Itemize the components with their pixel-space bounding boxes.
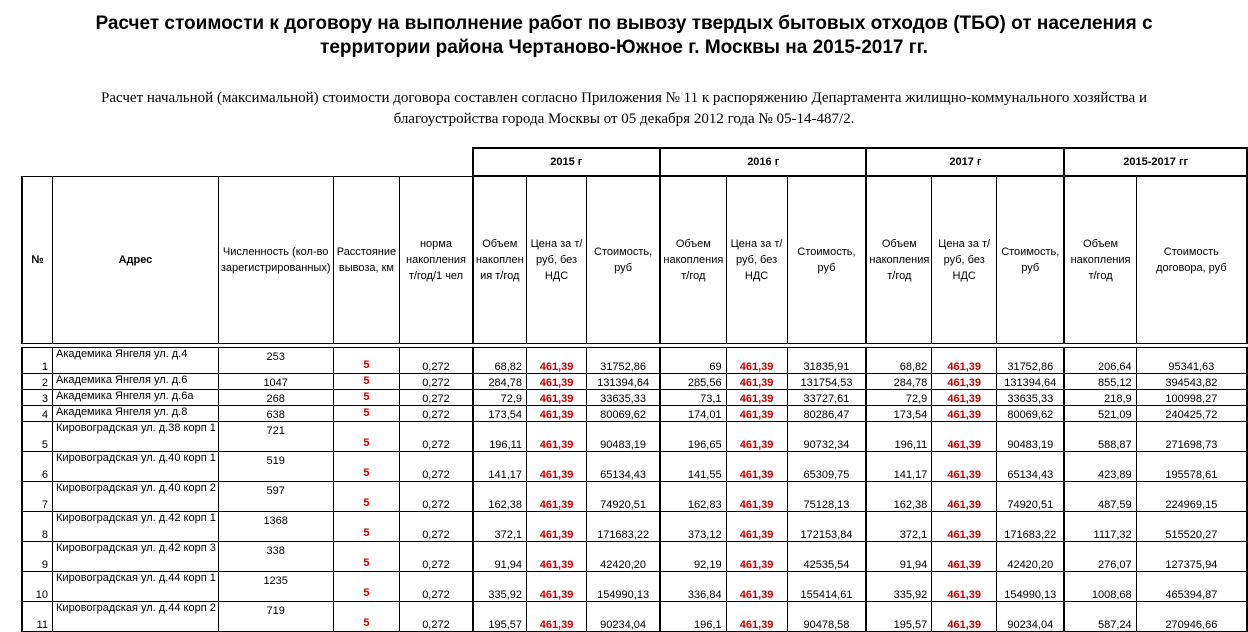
row-price-2017: 461,39 (932, 374, 997, 390)
row-distance: 5 (333, 348, 400, 374)
row-address: Кировоградская ул. д.38 корп 1 (53, 422, 219, 452)
row-number: 7 (22, 482, 53, 512)
table-row (22, 572, 1247, 602)
row-price-2016: 461,39 (726, 452, 787, 482)
col-header-volume-2015: Объем накоплен ия т/год (473, 176, 527, 344)
row-volume-2017: 91,94 (866, 542, 931, 572)
row-cost-2015: 74920,51 (587, 482, 661, 512)
row-cost-2015: 90483,19 (587, 422, 661, 452)
row-volume-2017: 335,92 (866, 572, 931, 602)
row-cost-2016: 31835,91 (787, 348, 866, 374)
row-population: 253 (218, 348, 333, 374)
row-volume-2015: 335,92 (473, 572, 527, 602)
col-header-address: Адрес (53, 176, 219, 344)
row-cost-2017: 90234,04 (997, 602, 1065, 632)
row-cost-2016: 155414,61 (787, 572, 866, 602)
row-price-2015: 461,39 (527, 452, 587, 482)
row-population: 1047 (218, 374, 333, 390)
row-cost-2017: 90483,19 (997, 422, 1065, 452)
row-distance: 5 (333, 452, 400, 482)
row-number: 4 (22, 406, 53, 422)
document-subtitle (0, 88, 1248, 130)
row-price-2015: 461,39 (527, 390, 587, 406)
row-volume-2017: 173,54 (866, 406, 931, 422)
row-population: 721 (218, 422, 333, 452)
row-volume-2016: 162,83 (660, 482, 726, 512)
row-price-2017: 461,39 (932, 542, 997, 572)
row-cost-2015: 80069,62 (587, 406, 661, 422)
row-cost-2015: 42420,20 (587, 542, 661, 572)
row-number: 3 (22, 390, 53, 406)
row-volume-2016: 174,01 (660, 406, 726, 422)
col-header-price-2015: Цена за т/руб, без НДС (527, 176, 587, 344)
row-price-2016: 461,39 (726, 374, 787, 390)
table-row (22, 390, 1247, 406)
row-address: Академика Янгеля ул. д.4 (53, 348, 219, 374)
row-volume-2016: 196,1 (660, 602, 726, 632)
year-header-row (22, 148, 1247, 176)
year-2016-header: 2016 г (660, 148, 866, 176)
row-population: 597 (218, 482, 333, 512)
row-volume-2016: 141,55 (660, 452, 726, 482)
row-distance: 5 (333, 602, 400, 632)
row-total-cost: 195578,61 (1136, 452, 1247, 482)
row-volume-2015: 173,54 (473, 406, 527, 422)
row-price-2016: 461,39 (726, 348, 787, 374)
row-cost-2016: 33727,61 (787, 390, 866, 406)
row-price-2015: 461,39 (527, 482, 587, 512)
row-address: Кировоградская ул. д.40 корп 1 (53, 452, 219, 482)
row-cost-2017: 154990,13 (997, 572, 1065, 602)
row-population: 719 (218, 602, 333, 632)
col-header-volume-2016: Объем накопления т/год (660, 176, 726, 344)
subtitle-line-1: Расчет начальной (максимальной) стоимости договора составлен согласно Приложения № 11 к распоряжению Департамента жилищно-коммунального хозяйства и (101, 90, 1147, 106)
row-cost-2017: 131394,64 (997, 374, 1065, 390)
row-volume-2017: 196,11 (866, 422, 931, 452)
row-address: Кировоградская ул. д.40 корп 2 (53, 482, 219, 512)
row-cost-2015: 31752,86 (587, 348, 661, 374)
row-price-2016: 461,39 (726, 390, 787, 406)
col-header-distance: Расстояние вывоза, км (333, 176, 400, 344)
row-cost-2016: 75128,13 (787, 482, 866, 512)
row-volume-2016: 196,65 (660, 422, 726, 452)
row-population: 638 (218, 406, 333, 422)
row-price-2015: 461,39 (527, 602, 587, 632)
row-cost-2017: 33635,33 (997, 390, 1065, 406)
row-cost-2017: 31752,86 (997, 348, 1065, 374)
row-price-2017: 461,39 (932, 390, 997, 406)
row-number: 8 (22, 512, 53, 542)
row-number: 5 (22, 422, 53, 452)
row-total-volume: 423,89 (1064, 452, 1136, 482)
row-population: 268 (218, 390, 333, 406)
row-number: 1 (22, 348, 53, 374)
document-title (0, 12, 1248, 60)
row-volume-2016: 336,84 (660, 572, 726, 602)
row-price-2016: 461,39 (726, 602, 787, 632)
row-distance: 5 (333, 374, 400, 390)
row-number: 11 (22, 602, 53, 632)
row-norm: 0,272 (400, 482, 473, 512)
col-header-volume-2017: Объем накопления т/год (866, 176, 931, 344)
row-population: 1368 (218, 512, 333, 542)
col-header-total-volume: Объем накопления т/год (1064, 176, 1136, 344)
row-price-2017: 461,39 (932, 422, 997, 452)
row-total-volume: 276,07 (1064, 542, 1136, 572)
row-total-cost: 127375,94 (1136, 542, 1247, 572)
col-header-cost-2016: Стоимость, руб (787, 176, 866, 344)
row-norm: 0,272 (400, 422, 473, 452)
row-norm: 0,272 (400, 348, 473, 374)
row-cost-2015: 154990,13 (587, 572, 661, 602)
row-total-volume: 206,64 (1064, 348, 1136, 374)
table-row (22, 422, 1247, 452)
row-total-cost: 465394,87 (1136, 572, 1247, 602)
table-row (22, 602, 1247, 632)
row-volume-2015: 91,94 (473, 542, 527, 572)
table-row (22, 374, 1247, 390)
row-total-volume: 1117,32 (1064, 512, 1136, 542)
row-address: Кировоградская ул. д.44 корп 2 (53, 602, 219, 632)
row-address: Кировоградская ул. д.42 корп 3 (53, 542, 219, 572)
row-volume-2017: 72,9 (866, 390, 931, 406)
row-volume-2016: 285,56 (660, 374, 726, 390)
row-price-2015: 461,39 (527, 512, 587, 542)
row-distance: 5 (333, 512, 400, 542)
row-address: Кировоградская ул. д.42 корп 1 (53, 512, 219, 542)
row-cost-2017: 74920,51 (997, 482, 1065, 512)
col-header-cost-2017: Стоимость, руб (997, 176, 1065, 344)
row-distance: 5 (333, 482, 400, 512)
row-cost-2015: 33635,33 (587, 390, 661, 406)
row-cost-2016: 42535,54 (787, 542, 866, 572)
row-volume-2015: 195,57 (473, 602, 527, 632)
col-header-no: № (22, 176, 53, 344)
row-distance: 5 (333, 390, 400, 406)
row-norm: 0,272 (400, 542, 473, 572)
row-norm: 0,272 (400, 602, 473, 632)
year-2017-header: 2017 г (866, 148, 1064, 176)
row-volume-2016: 73,1 (660, 390, 726, 406)
col-header-norm: норма накопления т/год/1 чел (400, 176, 473, 344)
row-total-volume: 587,24 (1064, 602, 1136, 632)
row-cost-2017: 80069,62 (997, 406, 1065, 422)
table-row (22, 348, 1247, 374)
row-volume-2017: 195,57 (866, 602, 931, 632)
table-row (22, 512, 1247, 542)
row-number: 2 (22, 374, 53, 390)
row-address: Кировоградская ул. д.44 корп 1 (53, 572, 219, 602)
row-norm: 0,272 (400, 512, 473, 542)
row-cost-2016: 65309,75 (787, 452, 866, 482)
row-cost-2016: 80286,47 (787, 406, 866, 422)
table-body (22, 348, 1247, 632)
table-row (22, 542, 1247, 572)
col-header-price-2017: Цена за т/руб, без НДС (932, 176, 997, 344)
row-price-2015: 461,39 (527, 542, 587, 572)
row-norm: 0,272 (400, 452, 473, 482)
table-row (22, 452, 1247, 482)
row-norm: 0,272 (400, 572, 473, 602)
row-price-2017: 461,39 (932, 572, 997, 602)
row-cost-2017: 42420,20 (997, 542, 1065, 572)
row-volume-2015: 196,11 (473, 422, 527, 452)
row-price-2017: 461,39 (932, 406, 997, 422)
row-cost-2015: 65134,43 (587, 452, 661, 482)
row-total-volume: 487,59 (1064, 482, 1136, 512)
col-header-cost-2015: Стоимость, руб (587, 176, 661, 344)
row-distance: 5 (333, 572, 400, 602)
row-cost-2016: 90478,58 (787, 602, 866, 632)
row-total-cost: 515520,27 (1136, 512, 1247, 542)
row-volume-2015: 141,17 (473, 452, 527, 482)
row-volume-2016: 69 (660, 348, 726, 374)
row-total-cost: 224969,15 (1136, 482, 1247, 512)
row-cost-2015: 131394,64 (587, 374, 661, 390)
row-price-2016: 461,39 (726, 422, 787, 452)
row-volume-2016: 373,12 (660, 512, 726, 542)
row-norm: 0,272 (400, 390, 473, 406)
row-volume-2015: 68,82 (473, 348, 527, 374)
year-total-header: 2015-2017 гг (1064, 148, 1247, 176)
row-price-2016: 461,39 (726, 542, 787, 572)
row-total-cost: 394543,82 (1136, 374, 1247, 390)
year-2015-header: 2015 г (473, 148, 661, 176)
row-number: 9 (22, 542, 53, 572)
table-row (22, 482, 1247, 512)
row-price-2017: 461,39 (932, 452, 997, 482)
row-total-cost: 271698,73 (1136, 422, 1247, 452)
cost-table (21, 147, 1248, 632)
subtitle-line-2: благоустройства города Москвы от 05 декабря 2012 года № 05-14-487/2. (393, 111, 855, 127)
row-price-2017: 461,39 (932, 348, 997, 374)
row-cost-2015: 171683,22 (587, 512, 661, 542)
row-volume-2015: 284,78 (473, 374, 527, 390)
row-total-volume: 218,9 (1064, 390, 1136, 406)
row-volume-2017: 68,82 (866, 348, 931, 374)
row-cost-2016: 131754,53 (787, 374, 866, 390)
row-cost-2017: 171683,22 (997, 512, 1065, 542)
row-price-2016: 461,39 (726, 482, 787, 512)
title-line-1: Расчет стоимости к договору на выполнение работ по вывозу твердых бытовых отходов (ТБО) от населения с (95, 13, 1153, 34)
row-price-2016: 461,39 (726, 572, 787, 602)
row-price-2016: 461,39 (726, 512, 787, 542)
row-price-2016: 461,39 (726, 406, 787, 422)
row-cost-2017: 65134,43 (997, 452, 1065, 482)
row-cost-2015: 90234,04 (587, 602, 661, 632)
row-price-2017: 461,39 (932, 602, 997, 632)
row-number: 10 (22, 572, 53, 602)
row-total-volume: 855,12 (1064, 374, 1136, 390)
row-volume-2015: 72,9 (473, 390, 527, 406)
row-volume-2017: 284,78 (866, 374, 931, 390)
row-price-2015: 461,39 (527, 406, 587, 422)
row-cost-2016: 172153,84 (787, 512, 866, 542)
title-line-2: территории района Чертаново-Южное г. Москвы на 2015-2017 гг. (320, 37, 928, 58)
row-address: Академика Янгеля ул. д.8 (53, 406, 219, 422)
row-volume-2016: 92,19 (660, 542, 726, 572)
row-address: Академика Янгеля ул. д.6 (53, 374, 219, 390)
row-price-2015: 461,39 (527, 422, 587, 452)
row-price-2015: 461,39 (527, 374, 587, 390)
row-total-volume: 521,09 (1064, 406, 1136, 422)
row-price-2015: 461,39 (527, 572, 587, 602)
row-price-2015: 461,39 (527, 348, 587, 374)
row-population: 338 (218, 542, 333, 572)
row-total-cost: 95341,63 (1136, 348, 1247, 374)
row-norm: 0,272 (400, 374, 473, 390)
row-cost-2016: 90732,34 (787, 422, 866, 452)
row-volume-2015: 162,38 (473, 482, 527, 512)
row-population: 519 (218, 452, 333, 482)
row-total-volume: 588,87 (1064, 422, 1136, 452)
row-address: Академика Янгеля ул. д.6а (53, 390, 219, 406)
row-price-2017: 461,39 (932, 482, 997, 512)
table-row (22, 406, 1247, 422)
col-header-population: Численность (кол-во зарегистрированных) (218, 176, 333, 344)
col-header-price-2016: Цена за т/руб, без НДС (726, 176, 787, 344)
row-distance: 5 (333, 422, 400, 452)
row-number: 6 (22, 452, 53, 482)
row-total-volume: 1008,68 (1064, 572, 1136, 602)
row-volume-2017: 162,38 (866, 482, 931, 512)
col-header-total-cost: Стоимость договора, руб (1136, 176, 1247, 344)
row-distance: 5 (333, 542, 400, 572)
row-volume-2017: 372,1 (866, 512, 931, 542)
row-volume-2015: 372,1 (473, 512, 527, 542)
row-total-cost: 240425,72 (1136, 406, 1247, 422)
row-total-cost: 100998,27 (1136, 390, 1247, 406)
row-total-cost: 270946,66 (1136, 602, 1247, 632)
column-header-row (22, 176, 1247, 344)
row-population: 1235 (218, 572, 333, 602)
row-norm: 0,272 (400, 406, 473, 422)
row-distance: 5 (333, 406, 400, 422)
row-volume-2017: 141,17 (866, 452, 931, 482)
row-price-2017: 461,39 (932, 512, 997, 542)
